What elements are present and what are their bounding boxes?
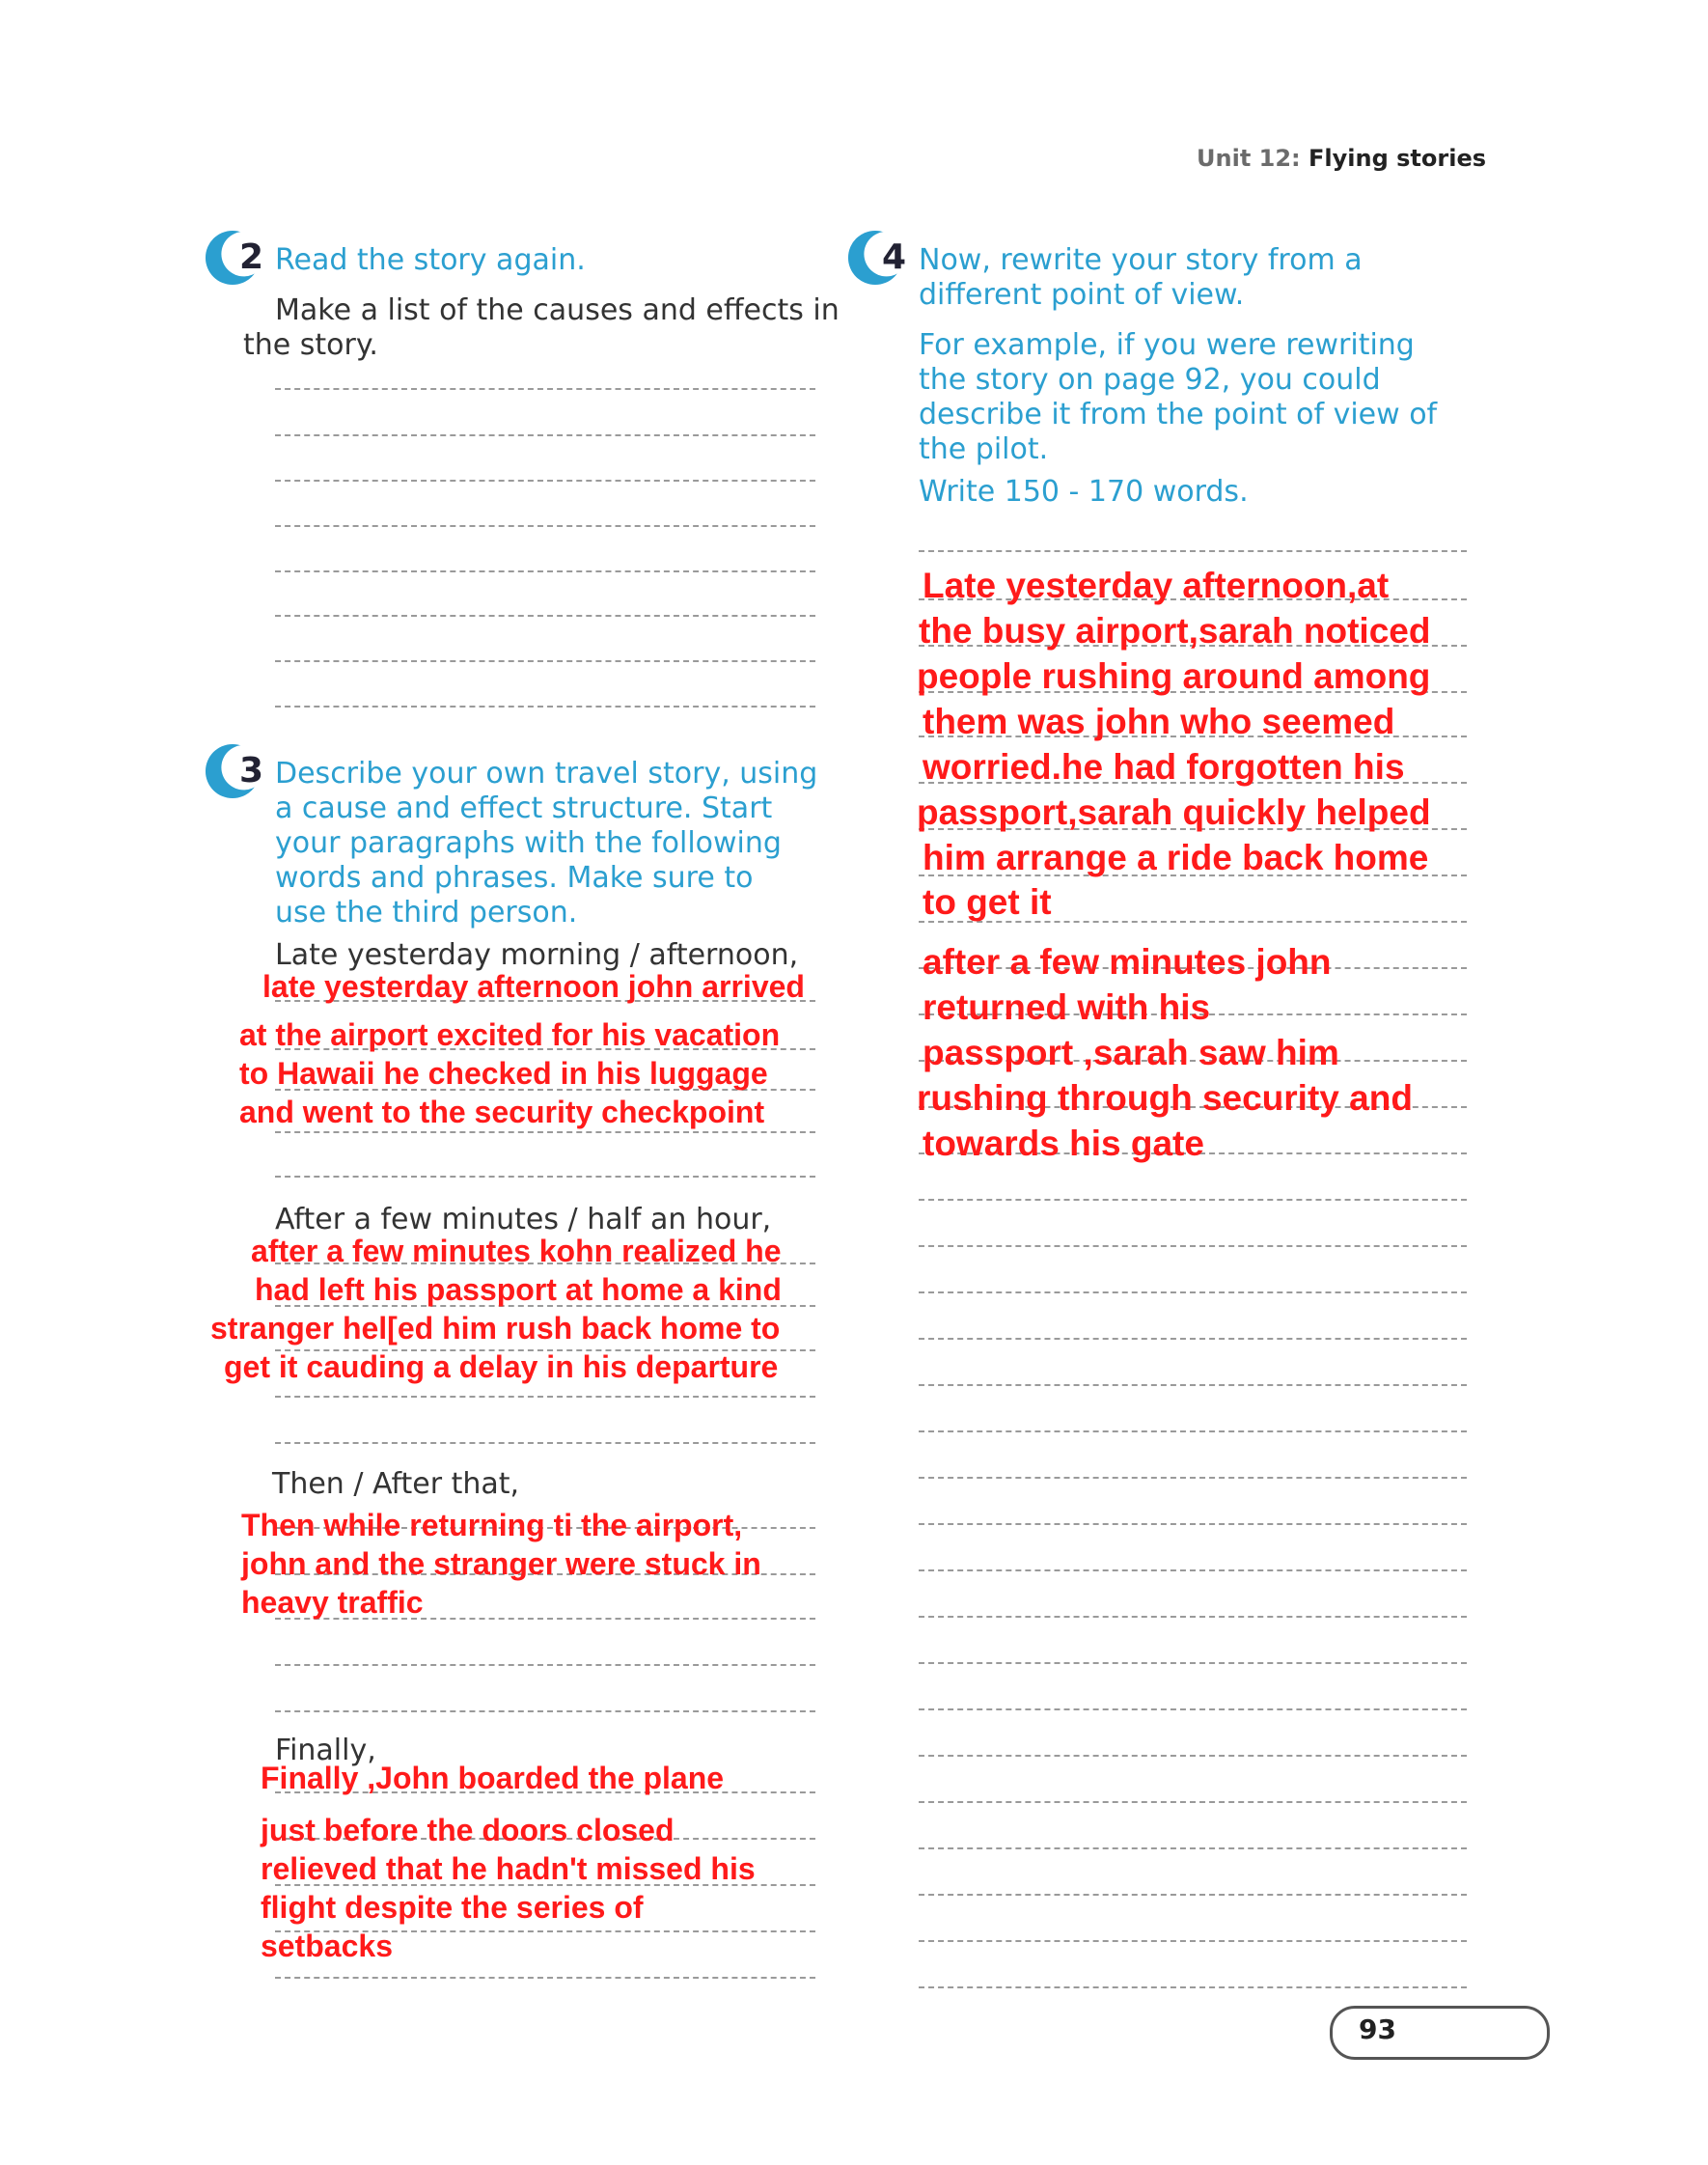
exercise-4-example-1: For example, if you were rewriting	[919, 328, 1415, 362]
answer-line[interactable]	[919, 1291, 1467, 1293]
handwritten-answer-3-line-3: heavy traffic	[241, 1585, 424, 1620]
answer-line[interactable]	[275, 660, 815, 662]
answer-line[interactable]	[919, 1801, 1467, 1803]
handwritten-answer-1-line-1: late yesterday afternoon john arrived	[262, 969, 805, 1004]
handwritten-answer-2-line-1: after a few minutes kohn realized he	[251, 1234, 782, 1268]
exercise-3-heading-1: Describe your own travel story, using	[275, 757, 818, 791]
handwritten-answer-3-line-2: john and the stranger were stuck in	[241, 1546, 761, 1581]
exercise-4-example-3: describe it from the point of view of	[919, 398, 1438, 431]
handwritten-answer-6-line-3: passport ,sarah saw him	[923, 1033, 1339, 1072]
exercise-3-number: 3	[239, 751, 264, 791]
handwritten-answer-5-line-2: the busy airport,sarah noticed	[919, 611, 1431, 651]
exercise-3-heading-4: words and phrases. Make sure to	[275, 861, 754, 895]
answer-line[interactable]	[919, 1384, 1467, 1386]
answer-line[interactable]	[275, 1176, 815, 1178]
exercise-2-instruction-2: the story.	[243, 328, 378, 362]
answer-line[interactable]	[919, 1569, 1467, 1571]
answer-line[interactable]	[919, 1523, 1467, 1525]
answer-line[interactable]	[275, 388, 815, 390]
handwritten-answer-6-line-5: towards his gate	[923, 1124, 1204, 1163]
answer-line[interactable]	[275, 1131, 815, 1133]
exercise-4-heading-1: Now, rewrite your story from a	[919, 243, 1363, 277]
answer-line[interactable]	[919, 1894, 1467, 1896]
exercise-3-heading-3: your paragraphs with the following	[275, 826, 782, 860]
exercise-4-example-2: the story on page 92, you could	[919, 363, 1381, 397]
handwritten-answer-3-line-1: Then while returning ti the airport,	[241, 1508, 743, 1542]
handwritten-answer-4-line-3: relieved that he hadn't missed his	[261, 1851, 756, 1886]
answer-line[interactable]	[919, 1245, 1467, 1247]
answer-line[interactable]	[919, 1662, 1467, 1664]
answer-line[interactable]	[275, 1710, 815, 1712]
handwritten-answer-4-line-5: setbacks	[261, 1929, 393, 1963]
answer-line[interactable]	[275, 434, 815, 436]
answer-line[interactable]	[275, 706, 815, 708]
handwritten-answer-4-line-1: Finally ,John boarded the plane	[261, 1761, 725, 1795]
handwritten-answer-4-line-2: just before the doors closed	[261, 1813, 675, 1847]
exercise-2-instruction-1: Make a list of the causes and effects in	[275, 293, 840, 327]
handwritten-answer-2-line-4: get it cauding a delay in his departure	[224, 1349, 779, 1384]
exercise-2-heading: Read the story again.	[275, 243, 586, 277]
handwritten-answer-4-line-4: flight despite the series of	[261, 1890, 644, 1925]
answer-line[interactable]	[919, 1616, 1467, 1618]
answer-line[interactable]	[275, 525, 815, 527]
page-number: 93	[1359, 2013, 1396, 2045]
exercise-3-heading-5: use the third person.	[275, 896, 578, 930]
answer-line[interactable]	[919, 1940, 1467, 1942]
handwritten-answer-1-line-4: and went to the security checkpoint	[239, 1095, 765, 1129]
handwritten-answer-2-line-2: had left his passport at home a kind	[255, 1272, 782, 1307]
answer-line[interactable]	[919, 1477, 1467, 1479]
answer-line[interactable]	[275, 1442, 815, 1444]
answer-line[interactable]	[275, 1664, 815, 1666]
answer-line[interactable]	[919, 1986, 1467, 1988]
exercise-3-heading-2: a cause and effect structure. Start	[275, 791, 773, 825]
handwritten-answer-6-line-4: rushing through security and	[917, 1078, 1413, 1118]
exercise-4-heading-2: different point of view.	[919, 278, 1245, 312]
answer-line[interactable]	[275, 1396, 815, 1398]
handwritten-answer-2-line-3: stranger hel[ed him rush back home to	[210, 1311, 781, 1346]
handwritten-answer-5-line-8: to get it	[923, 882, 1052, 922]
answer-line[interactable]	[919, 550, 1467, 552]
prompt-after-a-few-minutes: After a few minutes / half an hour,	[275, 1203, 772, 1236]
answer-line[interactable]	[919, 1430, 1467, 1432]
handwritten-answer-5-line-6: passport,sarah quickly helped	[917, 792, 1431, 832]
handwritten-answer-6-line-1: after a few minutes john	[923, 942, 1332, 982]
unit-header	[1139, 145, 1486, 172]
answer-line[interactable]	[275, 570, 815, 572]
answer-line[interactable]	[919, 1199, 1467, 1201]
answer-line[interactable]	[919, 1708, 1467, 1710]
exercise-4-number: 4	[882, 237, 907, 277]
unit-label: Unit 12:	[1197, 145, 1301, 172]
exercise-2-number: 2	[239, 237, 264, 277]
handwritten-answer-6-line-2: returned with his	[923, 987, 1211, 1027]
answer-line[interactable]	[275, 1977, 815, 1979]
prompt-then: Then / After that,	[272, 1467, 520, 1501]
handwritten-answer-1-line-3: to Hawaii he checked in his luggage	[239, 1056, 768, 1091]
prompt-finally: Finally,	[275, 1734, 376, 1767]
answer-line[interactable]	[919, 1755, 1467, 1757]
handwritten-answer-5-line-7: him arrange a ride back home	[923, 838, 1429, 877]
answer-line[interactable]	[919, 1338, 1467, 1340]
handwritten-answer-1-line-2: at the airport excited for his vacation	[239, 1017, 781, 1052]
exercise-4-word-count: Write 150 - 170 words.	[919, 475, 1249, 509]
answer-line[interactable]	[275, 615, 815, 617]
handwritten-answer-5-line-4: them was john who seemed	[923, 702, 1395, 741]
handwritten-answer-5-line-3: people rushing around among	[917, 656, 1431, 696]
handwritten-answer-5-line-5: worried.he had forgotten his	[923, 747, 1405, 787]
answer-line[interactable]	[919, 1847, 1467, 1849]
unit-title: Flying stories	[1309, 145, 1486, 172]
answer-line[interactable]	[275, 480, 815, 482]
prompt-late-yesterday: Late yesterday morning / afternoon,	[275, 938, 799, 972]
exercise-4-example-4: the pilot.	[919, 432, 1049, 466]
handwritten-answer-5-line-1: Late yesterday afternoon,at	[923, 566, 1390, 605]
